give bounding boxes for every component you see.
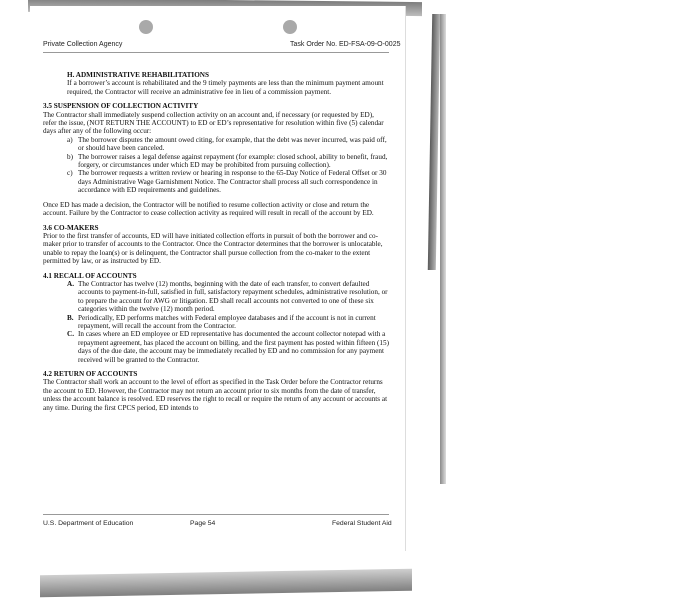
section-paragraph: Prior to the first transfer of accounts, ED will have initiated collection efforts in pursuit of both the borrower and co-maker prior to transfer of accounts to the Contractor. Once the Contractor determines that the borrower is unlocatable, unable to repay the loan(s) or is delinquent, the Contractor shall pursue collection from the co-maker to the extent permitted by law, or as instructed by ED. (43, 231, 383, 266)
punch-hole-right (283, 20, 297, 34)
list-text: The Contractor has twelve (12) months, beginning with the date of each transfer, to convert defaulted accounts to payment-in-full, satisfied in full, satisfactory repayment schedules, administrative resolution, or to prepare the account for AWG or litigation. ED shall recall accounts not converted to one of these six categories within the twelve (12) month period. (78, 279, 388, 314)
list-marker: A. (67, 279, 74, 288)
section-heading: 4.2 RETURN OF ACCOUNTS (43, 370, 138, 378)
section-co-makers (43, 224, 389, 266)
section-return (43, 370, 389, 412)
section-suspension (43, 102, 389, 217)
section-recall (43, 272, 389, 364)
header-right: Task Order No. ED-FSA-09-O-0025 (290, 41, 401, 48)
recall-list (43, 280, 389, 364)
footer-rule (43, 514, 389, 515)
footer-right: Federal Student Aid (332, 520, 392, 527)
section-heading: 3.6 CO-MAKERS (43, 223, 99, 232)
header-left: Private Collection Agency (43, 41, 123, 48)
document-body (43, 71, 389, 412)
section-heading: H. ADMINISTRATIVE REHABILITATIONS (67, 71, 209, 79)
list-marker: c) (67, 169, 73, 178)
scan-side-shadow (428, 14, 440, 270)
list-item (67, 136, 389, 153)
list-text: The borrower disputes the amount owed citing, for example, that the debt was never incurred, was paid off, or should have been canceled. (78, 135, 387, 153)
list-text: The borrower requests a written review or hearing in response to the 65-Day Notice of Federal Offset or 30 days Administrative Wage Garnishment Notice. The Contractor shall process all such correspondence in accordance with ED requirements and guidelines. (78, 169, 387, 195)
section-paragraph: If a borrower’s account is rehabilitated and the 9 timely payments are less than the minimum payment amount required, the Contractor will receive an administrative fee in lieu of a commission payment. (67, 79, 384, 96)
list-item (67, 280, 389, 314)
list-marker: B. (67, 313, 74, 322)
list-marker: C. (67, 330, 74, 339)
list-item (67, 314, 389, 331)
suspension-list (43, 136, 389, 195)
section-paragraph: Once ED has made a decision, the Contractor will be notified to resume collection activity or close and return the account. Failure by the Contractor to cease collection activity as required will result in recall of the account by ED. (43, 200, 374, 218)
list-text: In cases where an ED employee or ED representative has documented the account collector notepad with a repayment agreement, has placed the account on billing, and the first payment has posted within fifteen (15) days of the due date, the account may be immediately recalled by ED and no commission for any payment received will be granted to the Contractor. (78, 330, 389, 364)
punch-hole-left (139, 20, 153, 34)
footer-left: U.S. Department of Education (43, 520, 134, 527)
list-item (67, 153, 389, 170)
scan-side-shadow-lower (440, 14, 446, 484)
header-rule (43, 52, 389, 53)
section-paragraph: The Contractor shall immediately suspend collection activity on an account and, if necessary (or requested by ED), refer the issue, (NOT RETURN THE ACCOUNT) to ED or ED’s representative for resolution within five (5) calendar days after any of the following occur: (43, 110, 384, 136)
list-marker: a) (67, 135, 73, 144)
list-text: Periodically, ED performs matches with Federal employee databases and if the account is not in current repayment, will recall the account from the Contractor. (78, 313, 376, 330)
section-admin-rehab (43, 71, 389, 96)
scan-bottom-shadow (40, 569, 412, 597)
list-marker: b) (67, 152, 73, 161)
list-text: The borrower raises a legal defense against repayment (for example: closed school, ability to benefit, fraud, forgery, or circumstances under which ED may be prohibited from pursuing collection). (78, 152, 388, 170)
list-item (67, 330, 389, 364)
list-item (67, 169, 389, 194)
section-heading: 4.1 RECALL OF ACCOUNTS (43, 271, 137, 280)
section-paragraph: The Contractor shall work an account to the level of effort as specified in the Task Order before the Contractor returns the account to ED. However, the Contractor may not return an account prior to six months from the date of transfer, unless the account balance is resolved. ED reserves the right to recall or require the return of any account or accounts at any time. During the first CPCS period, ED intends to (43, 378, 388, 412)
page-number: Page 54 (190, 520, 216, 527)
section-heading: 3.5 SUSPENSION OF COLLECTION ACTIVITY (43, 102, 199, 111)
